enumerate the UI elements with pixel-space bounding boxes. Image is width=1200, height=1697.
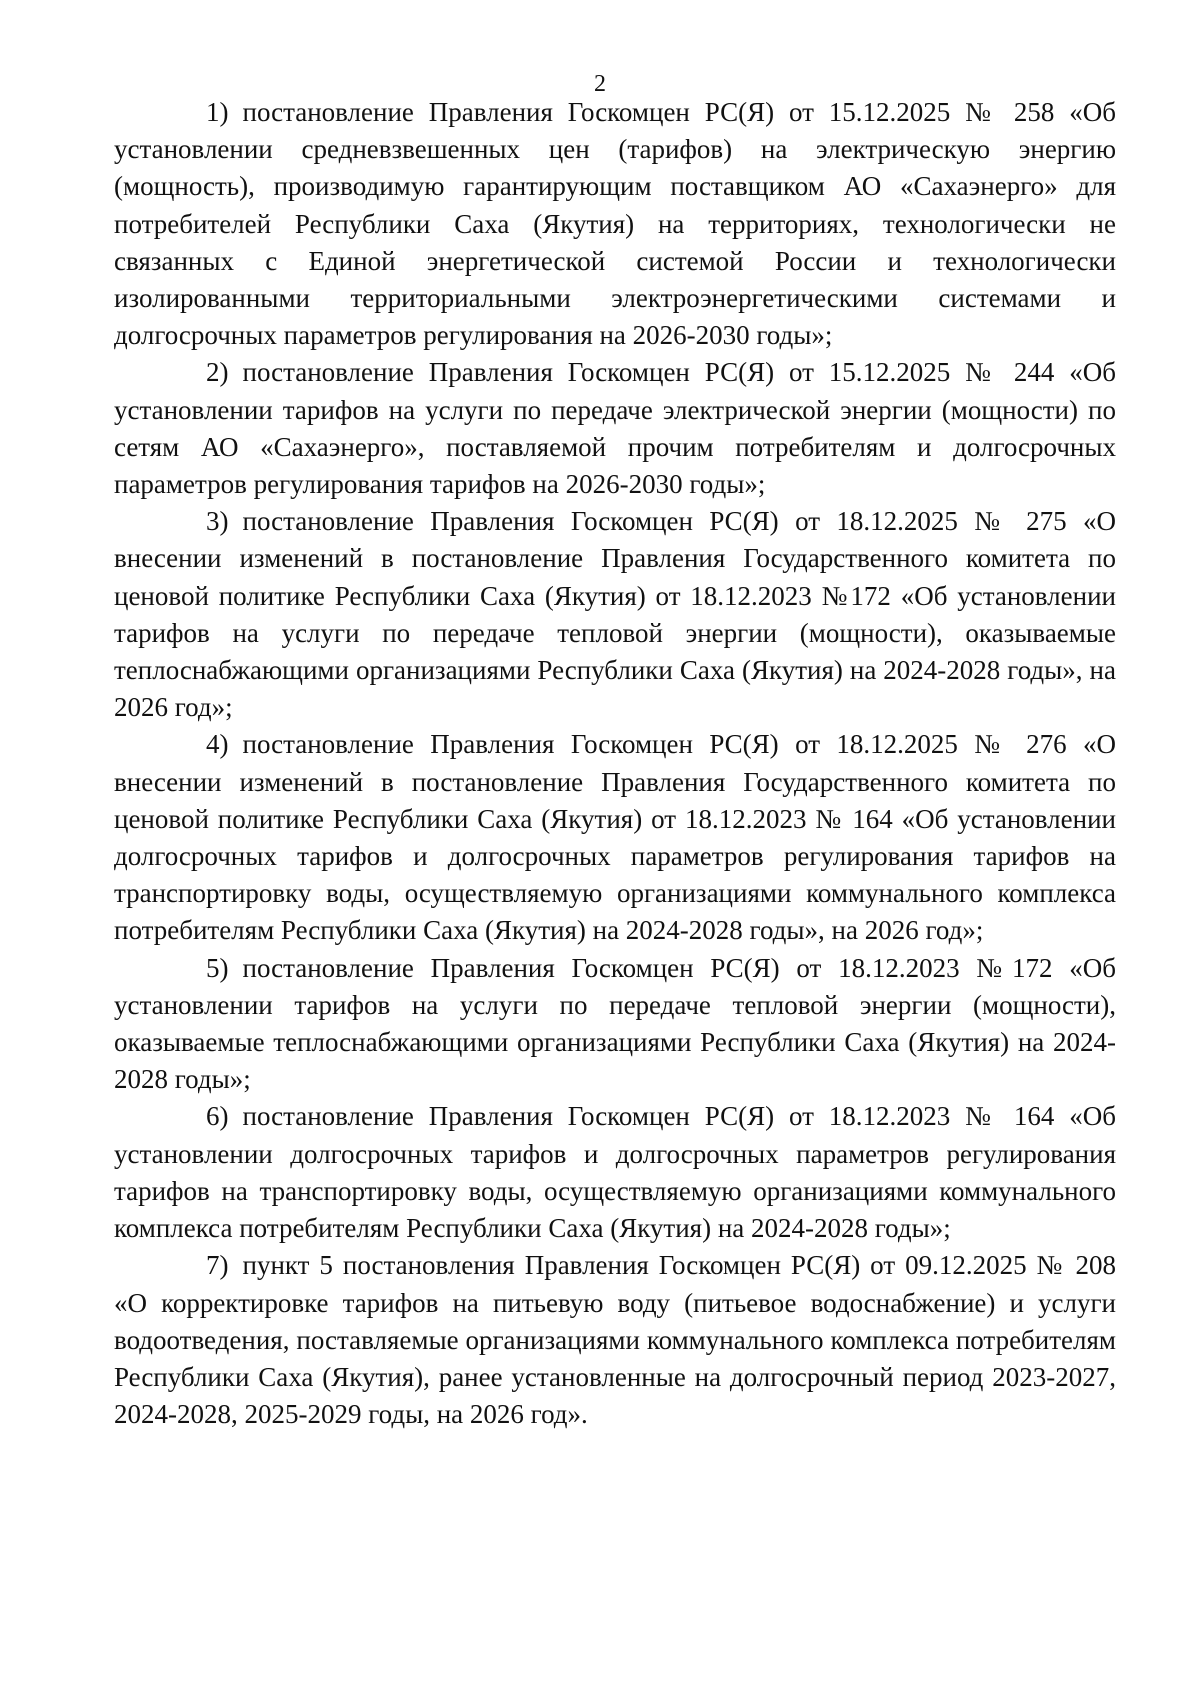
list-item-text: постановление Правления Госкомцен РС(Я) от 18.12.2025 № 275 «О внесении изменений в постановление Правления Государственного комитета по ценовой политике Республики Саха (Якутия) от 18.12.2023 №172 «Об установлении тарифов на услуги по передаче тепловой энергии (мощности), оказываемые теплоснабжающими организациями Республики Саха (Якутия) на 2024-2028 годы», на 2026 год»; [114, 506, 1116, 723]
list-item-number: 6) [206, 1101, 229, 1132]
list-item-number: 4) [206, 729, 229, 760]
list-item-number: 7) [206, 1250, 229, 1281]
list-item [114, 354, 1116, 503]
list-item-number: 5) [206, 952, 229, 983]
list-item [114, 503, 1116, 726]
list-item-text: постановление Правления Госкомцен РС(Я) от 18.12.2023 № 164 «Об установлении долгосрочных тарифов и долгосрочных параметров регулирования тарифов на транспортировку воды, осуществляемую организациями коммунального комплекса потребителям Республики Саха (Якутия) на 2024-2028 годы»; [114, 1101, 1116, 1244]
list-item-text: постановление Правления Госкомцен РС(Я) от 18.12.2023 №172 «Об установлении тарифов на услуги по передаче тепловой энергии (мощности), оказываемые теплоснабжающими организациями Республики Саха (Якутия) на 2024-2028 годы»; [114, 952, 1116, 1095]
list-item-number: 2) [206, 357, 229, 388]
page-number: 2 [594, 71, 606, 97]
list-item-number: 1) [206, 97, 229, 127]
list-item [114, 1098, 1116, 1247]
list-item-text: пункт 5 постановления Правления Госкомцен РС(Я) от 09.12.2025 № 208 «О корректировке тарифов на питьевую воду (питьевое водоснабжение) и услуги водоотведения, поставляемые организациями коммунального комплекса потребителям Республики Саха (Якутия), ранее установленные на долгосрочный период 2023-2027, 2024-2028, 2025-2029 годы, на 2026 год». [114, 1250, 1116, 1430]
list-item [114, 94, 1116, 354]
list-item [114, 950, 1116, 1099]
list-item [114, 726, 1116, 949]
list-item [114, 1247, 1116, 1433]
list-item-text: постановление Правления Госкомцен РС(Я) от 15.12.2025 № 258 «Об установлении средневзвешенных цен (тарифов) на электрическую энергию (мощность), производимую гарантирующим поставщиком АО «Сахаэнерго» для потребителей Республики Саха (Якутия) на территориях, технологически не связанных с Единой энергетической системой России и технологически изолированными территориальными электроэнергетическими системами и долгосрочных параметров регулирования на 2026-2030 годы»; [114, 97, 1116, 351]
list-item-text: постановление Правления Госкомцен РС(Я) от 18.12.2025 № 276 «О внесении изменений в постановление Правления Государственного комитета по ценовой политике Республики Саха (Якутия) от 18.12.2023 № 164 «Об установлении долгосрочных тарифов и долгосрочных параметров регулирования тарифов на транспортировку воды, осуществляемую организациями коммунального комплекса потребителям Республики Саха (Якутия) на 2024-2028 годы», на 2026 год»; [114, 729, 1116, 946]
document-body [114, 94, 1116, 1433]
list-item-text: постановление Правления Госкомцен РС(Я) от 15.12.2025 № 244 «Об установлении тарифов на услуги по передаче электрической энергии (мощности) по сетям АО «Сахаэнерго», поставляемой прочим потребителям и долгосрочных параметров регулирования тарифов на 2026-2030 годы»; [114, 357, 1116, 500]
list-item-number: 3) [206, 506, 229, 537]
